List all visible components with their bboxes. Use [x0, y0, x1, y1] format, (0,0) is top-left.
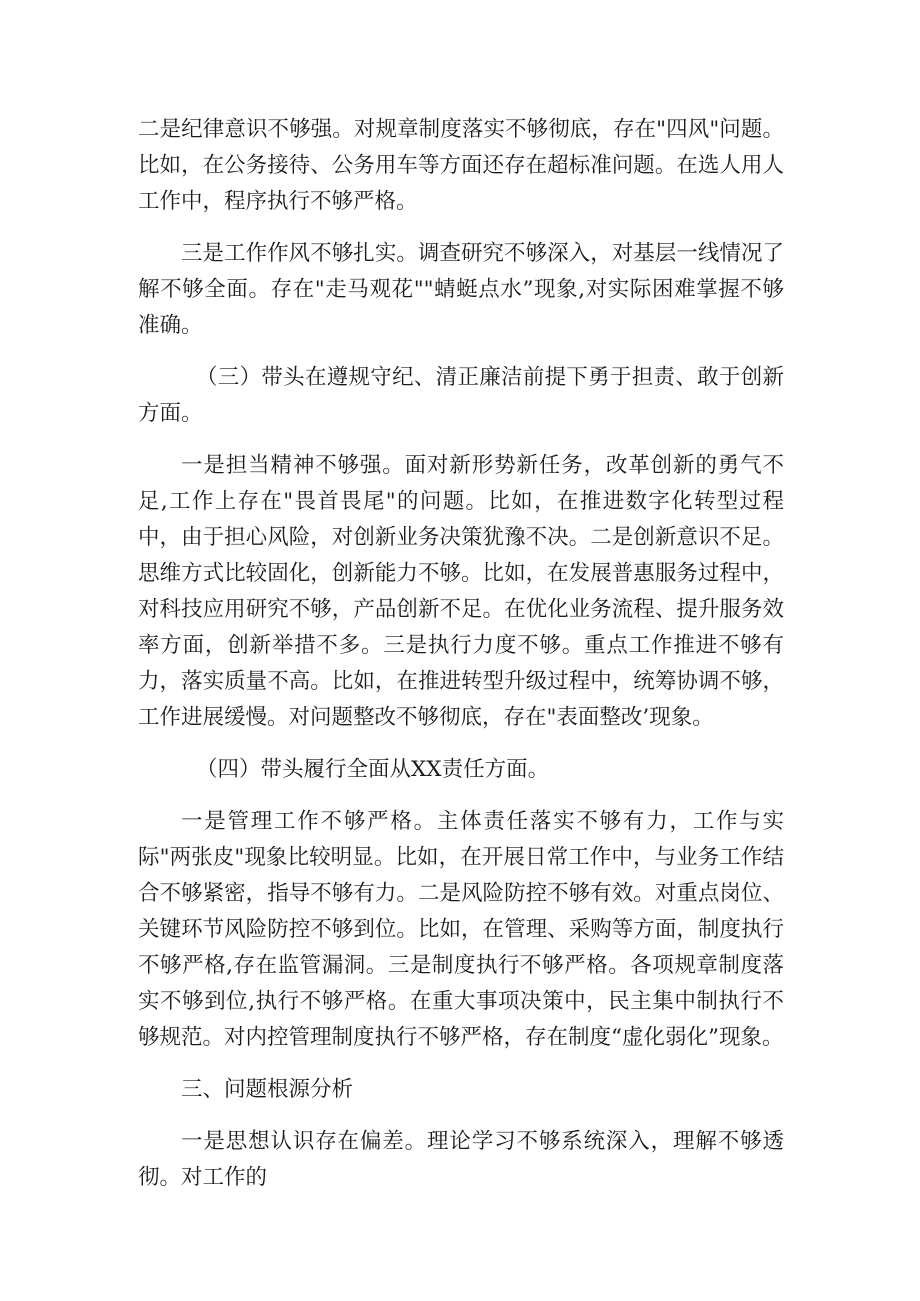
paragraph-responsibility-innovation: 一是担当精神不够强。面对新形势新任务，改革创新的勇气不足,工作上存在"畏首畏尾"的问题。比如，在推进数字化转型过程中，由于担心风险，对创新业务决策犹豫不决。二是创新意识不足。思维方式比较固化，创新能力不够。比如，在发展普惠服务过程中，对科技应用研究不够，产品创新不足。在优化业务流程、提升服务效率方面，创新举措不多。三是执行力度不够。重点工作推进不够有力，落实质量不高。比如，在推进转型升级过程中，统筹协调不够，工作进展缓慢。对问题整改不够彻底，存在"表面整改’现象。	[138, 453, 784, 730]
section-heading-root-cause: 三、问题根源分析	[181, 1077, 354, 1102]
section-heading-3: （三）带头在遵规守纪、清正廉洁前提下勇于担责、敢于创新方面。	[138, 365, 784, 426]
section-heading-4: （四）带头履行全面从XX责任方面。	[196, 757, 550, 782]
paragraph-thinking: 一是思想认识存在偏差。理论学习不够系统深入，理解不够透彻。对工作的	[138, 1129, 784, 1190]
paragraph-discipline-awareness: 二是纪律意识不够强。对规章制度落实不够彻底，存在"四风"问题。比如，在公务接待、公务用车等方面还存在超标准问题。在选人用人工作中，程序执行不够严格。	[138, 117, 784, 214]
paragraph-management: 一是管理工作不够严格。主体责任落实不够有力，工作与实际"两张皮"现象比较明显。比如，在开展日常工作中，与业务工作结合不够紧密，指导不够有力。二是风险防控不够有效。对重点岗位、关键环节风险防控不够到位。比如，在管理、采购等方面，制度执行不够严格,存在监管漏洞。三是制度执行不够严格。各项规章制度落实不够到位,执行不够严格。在重大事项决策中，民主集中制执行不够规范。对内控管理制度执行不够严格，存在制度“虚化弱化”现象。	[138, 809, 784, 1050]
document-body	[138, 112, 784, 1196]
paragraph-work-style: 三是工作作风不够扎实。调查研究不够深入，对基层一线情况了解不够全面。存在"走马观花""蜻蜓点水”现象,对实际困难掌握不够准确。	[138, 241, 784, 338]
